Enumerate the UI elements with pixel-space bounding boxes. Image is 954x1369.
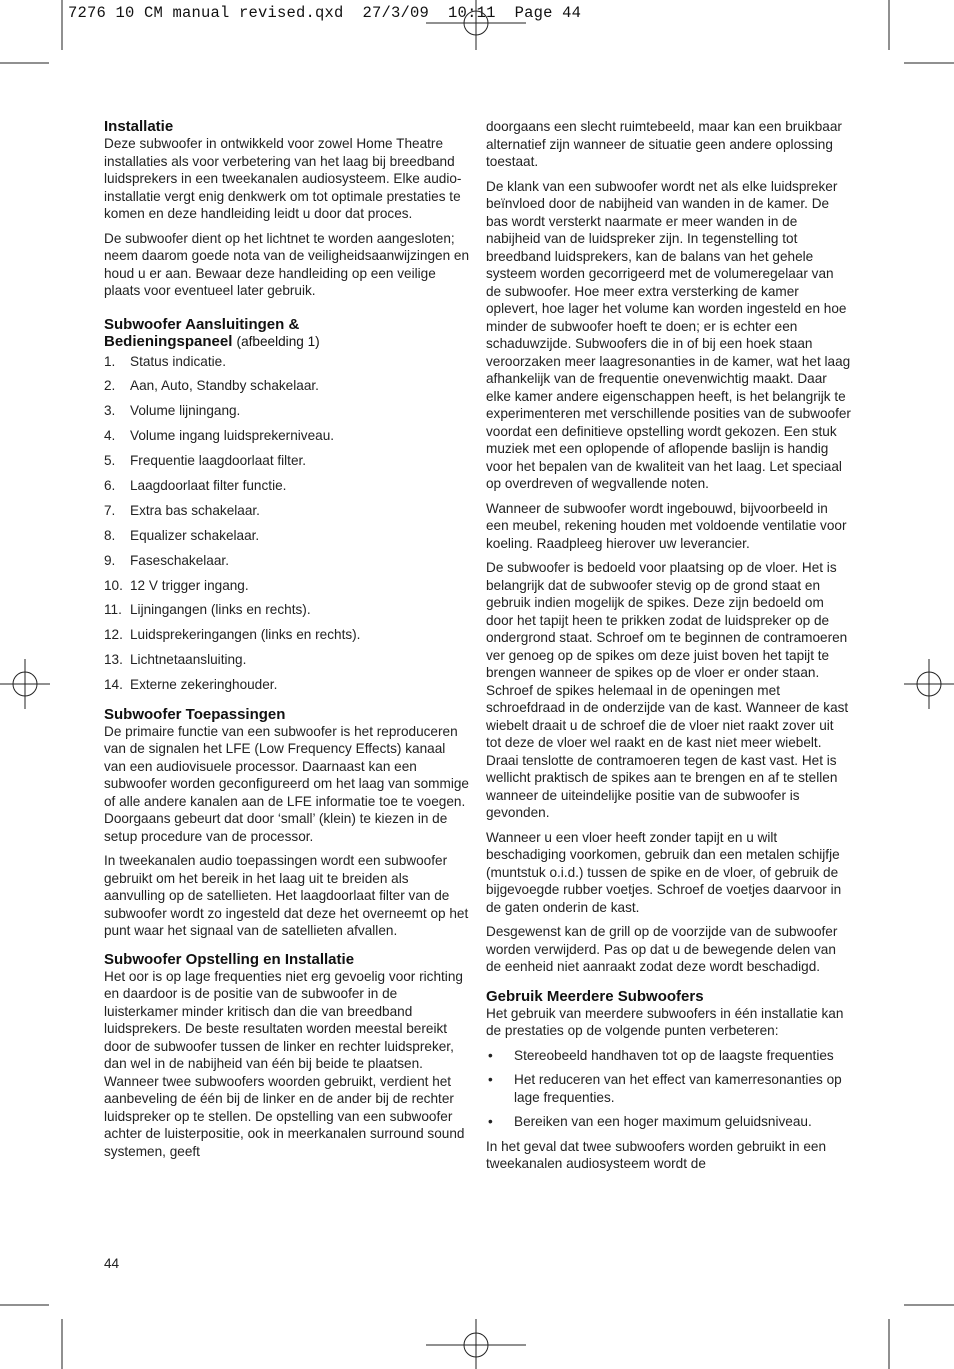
list-item: 14. Externe zekeringhouder.: [104, 677, 278, 693]
list-item: 7. Extra bas schakelaar.: [104, 502, 260, 518]
heading-line: Bedieningspaneel: [104, 332, 233, 350]
heading-meerdere: Gebruik Meerdere Subwoofers: [486, 987, 704, 1005]
paragraph: In tweekanalen audio toepassingen wordt een subwoofer gebruikt om het bereik in het laag uit te breiden als aanvulling op de satellieten. Het laagdoorlaat filter van de subwoofer wordt zo ingesteld dat deze het overneemt op het punt waar het signaal van de satellieten afvallen.: [104, 853, 469, 939]
heading-installatie: Installatie: [104, 118, 174, 135]
list-item: 9. Faseschakelaar.: [104, 552, 229, 568]
heading-aansluitingen: [104, 316, 470, 350]
bullet-icon: •: [488, 1047, 493, 1063]
list-item: 2. Aan, Auto, Standby schakelaar.: [104, 378, 319, 394]
paragraph: Deze subwoofer in ontwikkeld voor zowel Home Theatre installaties als voor verbetering van het laag bij breedband luidsprekers in een tweekanalen audiosysteem. Elke audio-installatie vergt enig denkwerk om tot optimale prestaties te komen en deze handleiding leidt u door dat proces.: [104, 136, 462, 221]
list-item: 1. Status indicatie.: [104, 353, 226, 369]
list-item: 3. Volume lijningang.: [104, 403, 241, 419]
paragraph: De klank van een subwoofer wordt net als elke luidspreker beïnvloed door de nabijheid van wanden in de kamer. De bas wordt versterkt naarmate er meer wanden in de nabijheid van de luidspreker zijn. In tegenstelling tot breedband luidsprekers, kan de balans van het gehele systeem worden gecorrigeerd met de volumeregelaar van de subwoofer. Hoe meer extra versterking de kamer oplevert, hoe lager het volume kan worden ingesteld en hoe minder de subwoofer hoeft te doen; er is echter een schaduwzijde. Subwoofers die in of bij een hoek staan veroorzaken meer laagresonanties in de kamer, wat het laag afhankelijk van de frequentie onevenwichtig maakt. Daar elke kamer andere eigenschappen heeft, is het belangrijk te experimenteren met verschillende posities van de subwoofer voordat een definitieve opstelling wordt gekozen. Een stuk muziek met een oplopende of aflopende baslijn is handig voor het bepalen van de kwaliteit van het laag. Let speciaal op overdreven of wegvallende noten.: [486, 178, 851, 491]
list-item: 4. Volume ingang luidsprekerniveau.: [104, 428, 335, 444]
paragraph: De subwoofer dient op het lichtnet te worden aangesloten; neem daarom goede nota van de veiligheidsaanwijzingen en houd u er aan. Bewaar deze handleiding op een veilige plaats voor eventueel later gebruik.: [104, 230, 470, 298]
list-item: 10. 12 V trigger ingang.: [104, 577, 249, 593]
list-item: 11. Lijningangen (links en rechts).: [104, 602, 311, 618]
list-item: • Stereobeeld handhaven tot op de laagste frequenties: [488, 1047, 834, 1063]
figure-reference: (afbeelding 1): [236, 333, 320, 349]
benefits-list: [486, 1047, 852, 1131]
registration-mark-left: [0, 659, 50, 709]
registration-mark-right: [904, 659, 954, 709]
print-slug: 7276 10 CM manual revised.qxd 27/3/09 10:11 Page 44: [68, 4, 582, 22]
list-item: 5. Frequentie laagdoorlaat filter.: [104, 453, 307, 469]
bullet-icon: •: [488, 1072, 493, 1087]
bullet-icon: •: [488, 1114, 493, 1129]
list-item: 6. Laagdoorlaat filter functie.: [104, 477, 287, 493]
right-column: [486, 118, 852, 1180]
paragraph: Wanneer u een vloer heeft zonder tapijt en u wilt beschadiging voorkomen, gebruik dan een metalen schijfje (muntstuk o.i.d.) tussen de spike en de vloer, of gebruik de bijgevoegde rubber voetjes. Schroef de voetjes daarvoor in de gaten onderin de kast.: [486, 829, 842, 915]
list-item: 12. Luidsprekeringangen (links en rechts).: [104, 627, 361, 643]
registration-mark-bottom: [426, 1319, 526, 1369]
list-item: • Het reduceren van het effect van kamerresonanties op lage frequenties.: [488, 1072, 842, 1105]
paragraph: In het geval dat twee subwoofers worden gebruikt in een tweekanalen audiosysteem wordt de: [486, 1138, 827, 1171]
page-number: 44: [104, 1256, 120, 1271]
paragraph: De primaire functie van een subwoofer is het reproduceren van de signalen het LFE (Low Frequency Effects) kanaal van een audiovisuele processor. Daarnaast kan een subwoofer worden geconfigureerd om het laag van sommige of alle andere kanalen aan de LFE informatie toe te voegen. Doorgaans gebeurt dat door ‘small’ (klein) te kiezen in de setup procedure van de processor.: [104, 723, 469, 844]
paragraph: De subwoofer is bedoeld voor plaatsing op de vloer. Het is belangrijk dat de subwoofer stevig op de grond staat en gebruik indien mogelijk de spikes. Deze zijn bedoeld om door het tapijt heen te prikken zodat de luidspreker op de ondergrond staat. Schroef om te beginnen de contramoeren ver genoeg op de spikes om deze juist boven het tapijt te brengen wanneer de spikes op de vloer er onder staan. Schroef de spikes helemaal in de openingen met schroefdraad in de onderzijde van de kast. Wanneer de kast wiebelt draait u de schroef die de vloer niet raakt zover uit tot deze de vloer wel raakt en de kast niet meer wiebelt. Draai tenslotte de contramoeren tegen de kast vast. Het is wellicht praktisch de spikes aan te brengen en af te stellen wanneer de uiteindelijke positie van de subwoofer is gevonden.: [486, 560, 849, 820]
list-item: • Bereiken van een hoger maximum geluidsniveau.: [488, 1114, 812, 1129]
heading-line: Subwoofer Aansluitingen &: [104, 315, 300, 333]
paragraph: Het oor is op lage frequenties niet erg gevoelig voor richting en daardoor is de positie van de subwoofer in de luisterkamer minder kritisch dan die van breedband luidsprekers. De beste resultaten worden meestal bereikt door de subwoofer tussen de linker en rechter luidspreker, dan wel in de nabijheid van één bij beide te plaatsen. Wanneer twee subwoofers woorden gebruikt, verdient het aanbeveling de één bij de linker en de ander bij de rechter luidspreker op te stellen. De opstelling van een subwoofer achter de luisterpositie, ook in meerkanalen surround sound systemen, geeft: [104, 968, 465, 1159]
list-item: 13. Lichtnetaansluiting.: [104, 652, 247, 668]
paragraph: Wanneer de subwoofer wordt ingebouwd, bijvoorbeeld in een meubel, rekening houden met voldoende ventilatie voor koeling. Raadpleeg hierover uw leverancier.: [486, 500, 847, 551]
paragraph: Het gebruik van meerdere subwoofers in één installatie kan de prestaties op de volgende punten verbeteren:: [486, 1005, 844, 1038]
paragraph: Desgewenst kan de grill op de voorzijde van de subwoofer worden verwijderd. Pas op dat u de bewegende delen van de eenheid niet aanraakt zodat deze wordt beschadigd.: [486, 924, 838, 974]
heading-toepassingen: Subwoofer Toepassingen: [104, 705, 286, 723]
left-column: [104, 118, 470, 1167]
registration-mark-top: [426, 0, 526, 50]
list-item: 8. Equalizer schakelaar.: [104, 527, 260, 543]
heading-opstelling: Subwoofer Opstelling en Installatie: [104, 950, 355, 968]
paragraph: doorgaans een slecht ruimtebeeld, maar kan een bruikbaar alternatief zijn wanneer de situatie geen andere oplossing toestaat.: [486, 119, 842, 169]
controls-list: [104, 353, 470, 694]
